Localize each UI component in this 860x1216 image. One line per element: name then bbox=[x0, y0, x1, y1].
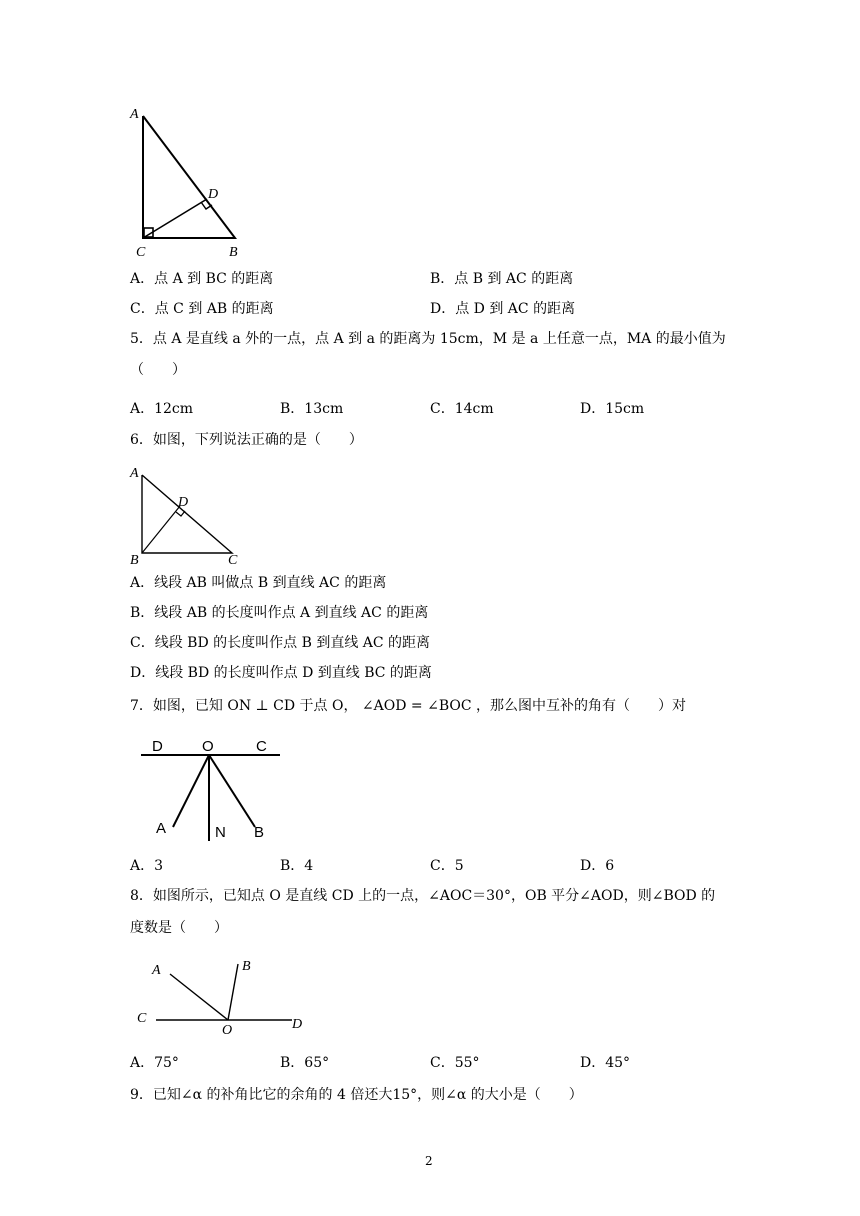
q6-option-c[interactable]: C．线段 BD 的长度叫作点 B 到直线 AC 的距离 bbox=[130, 635, 431, 651]
q7-option-b[interactable]: B．4 bbox=[280, 858, 314, 874]
q6-stem: 6．如图，下列说法正确的是（ ） bbox=[130, 432, 363, 448]
q8-label-o: O bbox=[222, 1023, 233, 1038]
q7-label-d: D bbox=[152, 738, 163, 755]
page-number: 2 bbox=[425, 1154, 433, 1168]
q4-option-c[interactable]: C．点 C 到 AB 的距离 bbox=[130, 301, 274, 317]
q7-label-b: B bbox=[254, 824, 265, 841]
q6-label-b: B bbox=[130, 553, 139, 568]
q6-option-b[interactable]: B．线段 AB 的长度叫作点 A 到直线 AC 的距离 bbox=[130, 605, 429, 621]
q9-stem: 9．已知∠α 的补角比它的余角的 4 倍还大15°，则∠α 的大小是（ ） bbox=[130, 1087, 583, 1103]
q7-stem: 7．如图，已知 ON ⊥ CD 于点 O， ∠AOD = ∠BOC ，那么图中互补的角有（ ）对 bbox=[130, 698, 687, 714]
q6-label-c: C bbox=[228, 553, 238, 568]
q6-option-a[interactable]: A．线段 AB 叫做点 B 到直线 AC 的距离 bbox=[130, 575, 387, 591]
q4-label-b: B bbox=[229, 245, 238, 260]
q7-angle-figure bbox=[138, 735, 288, 847]
q4-triangle-figure bbox=[128, 102, 258, 262]
q6-option-d[interactable]: D．线段 BD 的长度叫作点 D 到直线 BC 的距离 bbox=[130, 665, 432, 681]
q7-label-n: N bbox=[215, 824, 226, 841]
q8-stem-line1: 8．如图所示，已知点 O 是直线 CD 上的一点，∠AOC＝30°，OB 平分∠AOD，则∠BOD 的 bbox=[130, 888, 716, 904]
q4-option-a[interactable]: A．点 A 到 BC 的距离 bbox=[130, 271, 274, 287]
q7-label-a: A bbox=[156, 820, 167, 837]
q6-label-a: A bbox=[130, 466, 139, 481]
q5-option-c[interactable]: C．14cm bbox=[430, 401, 494, 417]
q7-label-c: C bbox=[256, 738, 267, 755]
q4-option-b[interactable]: B．点 B 到 AC 的距离 bbox=[430, 271, 574, 287]
q5-stem: 5．点 A 是直线 a 外的一点，点 A 到 a 的距离为 15cm，M 是 a 上任意一点，MA 的最小值为 bbox=[130, 331, 726, 347]
q4-label-a: A bbox=[130, 107, 139, 122]
q8-option-b[interactable]: B．65° bbox=[280, 1055, 330, 1071]
q8-angle-figure bbox=[134, 952, 314, 1038]
q8-option-a[interactable]: A．75° bbox=[130, 1055, 179, 1071]
q5-option-d[interactable]: D．15cm bbox=[580, 401, 645, 417]
q4-label-c: C bbox=[136, 245, 146, 260]
q8-label-a: A bbox=[152, 963, 161, 978]
q8-stem-line2: 度数是（ ） bbox=[130, 920, 228, 936]
q6-triangle-figure bbox=[128, 462, 248, 567]
q8-label-c: C bbox=[137, 1011, 147, 1026]
q8-option-d[interactable]: D．45° bbox=[580, 1055, 631, 1071]
q4-label-d: D bbox=[208, 187, 219, 202]
q8-label-b: B bbox=[242, 959, 251, 974]
q7-label-o: O bbox=[202, 738, 214, 755]
q5-option-b[interactable]: B．13cm bbox=[280, 401, 344, 417]
q8-option-c[interactable]: C．55° bbox=[430, 1055, 480, 1071]
q5-blank: （ ） bbox=[130, 362, 186, 378]
q7-option-a[interactable]: A．3 bbox=[130, 858, 164, 874]
q5-option-a[interactable]: A．12cm bbox=[130, 401, 194, 417]
q6-label-d: D bbox=[178, 495, 189, 510]
q8-label-d: D bbox=[292, 1017, 303, 1032]
q4-option-d[interactable]: D．点 D 到 AC 的距离 bbox=[430, 301, 576, 317]
q7-option-d[interactable]: D．6 bbox=[580, 858, 615, 874]
q7-option-c[interactable]: C．5 bbox=[430, 858, 464, 874]
